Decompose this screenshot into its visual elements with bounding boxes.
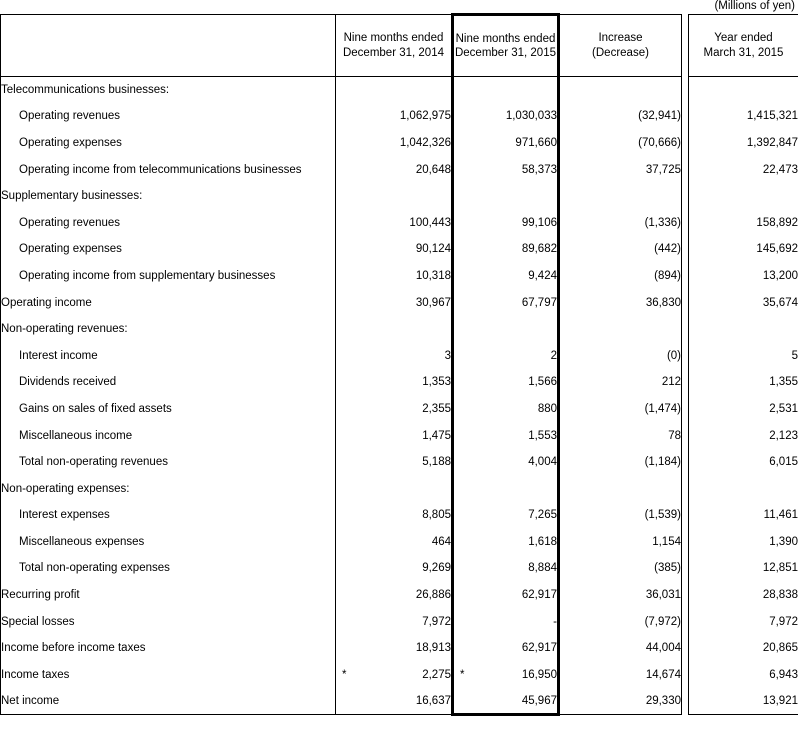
column-gap-spacer — [682, 582, 689, 609]
cell-nine-months-2014 — [336, 502, 453, 529]
table-row — [1, 582, 798, 609]
cell-value: 13,921 — [762, 695, 798, 708]
row-label — [1, 77, 336, 104]
cell-value: 2,355 — [422, 402, 451, 415]
cell-nine-months-2014 — [336, 635, 453, 662]
table-row — [1, 289, 798, 316]
column-gap-spacer — [682, 662, 689, 689]
cell-value: (70,666) — [638, 136, 681, 149]
column-gap-spacer — [682, 156, 689, 183]
cell-nine-months-2015 — [453, 422, 559, 449]
cell-year-ended-2015 — [689, 209, 798, 236]
row-label-text: Total non-operating revenues — [19, 456, 168, 469]
cell-value: 13,200 — [762, 269, 798, 282]
cell-value: (1,474) — [644, 402, 681, 415]
header-line1: Nine months ended — [343, 32, 444, 44]
cell-year-ended-2015 — [689, 475, 798, 502]
row-label-text: Non-operating expenses: — [1, 482, 130, 495]
header-line1: Increase — [598, 32, 643, 44]
table-row — [1, 529, 798, 556]
cell-value: 26,886 — [415, 589, 451, 602]
cell-increase-decrease — [559, 183, 682, 210]
row-label — [1, 369, 336, 396]
cell-year-ended-2015 — [689, 449, 798, 476]
table-row — [1, 183, 798, 210]
cell-nine-months-2014 — [336, 209, 453, 236]
cell-nine-months-2015 — [453, 475, 559, 502]
row-label — [1, 688, 336, 715]
header-cell-year-ended-2015 — [689, 15, 798, 77]
cell-nine-months-2015 — [453, 156, 559, 183]
cell-increase-decrease — [559, 555, 682, 582]
row-label — [1, 236, 336, 263]
cell-nine-months-2014 — [336, 263, 453, 290]
header-cell-nine-months-2014 — [336, 15, 453, 77]
row-label-text: Operating revenues — [19, 110, 121, 123]
column-gap-spacer — [682, 236, 689, 263]
cell-year-ended-2015 — [689, 502, 798, 529]
cell-value: 880 — [537, 402, 557, 415]
row-label-text: Operating income — [1, 296, 92, 309]
cell-value: 158,892 — [756, 216, 798, 229]
cell-value: (1,336) — [644, 216, 681, 229]
column-gap-spacer — [682, 688, 689, 715]
row-label-text: Gains on sales of fixed assets — [19, 402, 172, 415]
cell-value: (1,539) — [644, 509, 681, 522]
header-line2: (Decrease) — [592, 46, 649, 59]
column-gap-spacer — [682, 635, 689, 662]
cell-value: 10,318 — [415, 269, 451, 282]
row-label — [1, 608, 336, 635]
cell-nine-months-2015 — [453, 582, 559, 609]
row-label-text: Telecommunications businesses: — [1, 84, 170, 97]
table-row — [1, 475, 798, 502]
cell-value: 11,461 — [763, 509, 798, 522]
row-label — [1, 209, 336, 236]
cell-year-ended-2015 — [689, 396, 798, 423]
cell-value: 99,106 — [521, 216, 557, 229]
column-gap-spacer — [682, 263, 689, 290]
cell-nine-months-2014 — [336, 396, 453, 423]
cell-value: 2,123 — [769, 429, 798, 442]
row-label — [1, 183, 336, 210]
cell-nine-months-2014 — [336, 608, 453, 635]
cell-increase-decrease — [559, 289, 682, 316]
column-gap-spacer — [682, 289, 689, 316]
column-gap-spacer — [682, 369, 689, 396]
table-row — [1, 316, 798, 343]
header-line1: Year ended — [714, 32, 773, 44]
cell-nine-months-2015 — [453, 608, 559, 635]
column-gap-spacer — [682, 77, 689, 104]
table-row — [1, 688, 798, 715]
cell-increase-decrease — [559, 263, 682, 290]
table-row — [1, 156, 798, 183]
cell-nine-months-2014 — [336, 555, 453, 582]
cell-value: 12,851 — [762, 562, 798, 575]
cell-value: 44,004 — [645, 642, 681, 655]
table-row — [1, 263, 798, 290]
units-caption: (Millions of yen) — [714, 0, 795, 12]
header-line2: December 31, 2015 — [454, 47, 556, 59]
cell-nine-months-2014 — [336, 316, 453, 343]
column-gap-spacer — [682, 449, 689, 476]
row-label-text: Operating expenses — [19, 243, 122, 256]
cell-value: 1,390 — [769, 535, 798, 548]
table-row — [1, 103, 798, 130]
cell-value: 36,830 — [645, 296, 681, 309]
row-label-text: Miscellaneous expenses — [19, 535, 145, 548]
column-gap-spacer — [682, 475, 689, 502]
cell-nine-months-2015 — [453, 236, 559, 263]
cell-value: 20,865 — [762, 642, 798, 655]
cell-nine-months-2015 — [453, 77, 559, 104]
cell-value: 45,967 — [521, 694, 557, 707]
cell-year-ended-2015 — [689, 156, 798, 183]
cell-value: 28,838 — [762, 589, 798, 602]
cell-nine-months-2015 — [453, 130, 559, 157]
cell-year-ended-2015 — [689, 236, 798, 263]
row-label — [1, 316, 336, 343]
cell-nine-months-2015 — [453, 289, 559, 316]
header-cell-item — [1, 15, 336, 77]
row-label — [1, 130, 336, 157]
table-row — [1, 236, 798, 263]
row-label-text: Miscellaneous income — [19, 429, 133, 442]
column-gap-spacer — [682, 529, 689, 556]
cell-value: 1,154 — [652, 535, 681, 548]
cell-nine-months-2015 — [453, 688, 559, 715]
cell-increase-decrease — [559, 236, 682, 263]
cell-increase-decrease — [559, 77, 682, 104]
cell-nine-months-2014 — [336, 662, 453, 689]
row-label — [1, 396, 336, 423]
cell-value: 8,884 — [528, 562, 557, 575]
cell-nine-months-2014 — [336, 130, 453, 157]
cell-value: (7,972) — [644, 615, 681, 628]
cell-value: (0) — [666, 349, 681, 362]
cell-increase-decrease — [559, 475, 682, 502]
cell-value: 4,004 — [528, 456, 557, 469]
header-line2: March 31, 2015 — [703, 46, 784, 59]
row-label-text: Non-operating revenues: — [1, 323, 128, 336]
cell-value: 58,373 — [521, 163, 557, 176]
header-row — [1, 15, 798, 77]
cell-nine-months-2014 — [336, 449, 453, 476]
cell-value: (442) — [654, 243, 681, 256]
cell-increase-decrease — [559, 103, 682, 130]
cell-value: (1,184) — [644, 456, 681, 469]
cell-nine-months-2014 — [336, 582, 453, 609]
cell-nine-months-2014 — [336, 422, 453, 449]
cell-value: 1,475 — [422, 429, 451, 442]
cell-year-ended-2015 — [689, 422, 798, 449]
footnote-asterisk: * — [342, 668, 347, 681]
cell-nine-months-2014 — [336, 475, 453, 502]
row-label — [1, 103, 336, 130]
row-label-text: Recurring profit — [1, 589, 80, 602]
table-row — [1, 555, 798, 582]
cell-increase-decrease — [559, 130, 682, 157]
row-label — [1, 342, 336, 369]
cell-increase-decrease — [559, 502, 682, 529]
cell-value: 971,660 — [515, 136, 557, 149]
cell-value: 464 — [431, 535, 451, 548]
cell-value: 37,725 — [645, 163, 681, 176]
cell-year-ended-2015 — [689, 316, 798, 343]
cell-increase-decrease — [559, 529, 682, 556]
cell-year-ended-2015 — [689, 582, 798, 609]
row-label-text: Supplementary businesses: — [1, 190, 143, 203]
cell-nine-months-2014 — [336, 103, 453, 130]
row-label-text: Net income — [1, 695, 60, 708]
cell-value: 9,269 — [422, 562, 451, 575]
table-row — [1, 662, 798, 689]
cell-value: 18,913 — [415, 642, 451, 655]
cell-value: 2 — [550, 349, 557, 362]
cell-value: 1,355 — [769, 376, 798, 389]
row-label-text: Dividends received — [19, 376, 117, 389]
cell-nine-months-2015 — [453, 396, 559, 423]
cell-nine-months-2015 — [453, 342, 559, 369]
cell-value: 5,188 — [422, 456, 451, 469]
column-gap-spacer — [682, 15, 689, 77]
header-cell-nine-months-2015 — [453, 15, 559, 77]
cell-nine-months-2014 — [336, 77, 453, 104]
cell-increase-decrease — [559, 688, 682, 715]
column-gap-spacer — [682, 396, 689, 423]
column-gap-spacer — [682, 209, 689, 236]
cell-year-ended-2015 — [689, 103, 798, 130]
row-label — [1, 502, 336, 529]
row-label — [1, 156, 336, 183]
column-gap-spacer — [682, 502, 689, 529]
row-label — [1, 662, 336, 689]
cell-value: (32,941) — [638, 110, 681, 123]
cell-value: 100,443 — [409, 216, 451, 229]
cell-value: 2,275 — [422, 668, 451, 681]
cell-value: 145,692 — [756, 243, 798, 256]
cell-increase-decrease — [559, 342, 682, 369]
cell-nine-months-2015 — [453, 103, 559, 130]
cell-value: 1,392,847 — [746, 136, 798, 149]
cell-nine-months-2014 — [336, 289, 453, 316]
row-label-text: Operating income from supplementary businesses — [19, 269, 276, 282]
row-label — [1, 263, 336, 290]
cell-nine-months-2015 — [453, 555, 559, 582]
row-label-text: Income before income taxes — [1, 642, 146, 655]
table-row — [1, 502, 798, 529]
cell-nine-months-2015 — [453, 502, 559, 529]
table-row — [1, 449, 798, 476]
cell-year-ended-2015 — [689, 688, 798, 715]
cell-value: 1,042,326 — [399, 136, 451, 149]
cell-value: 7,972 — [769, 615, 798, 628]
cell-year-ended-2015 — [689, 555, 798, 582]
row-label-text: Special losses — [1, 615, 75, 628]
cell-nine-months-2014 — [336, 529, 453, 556]
cell-nine-months-2015 — [453, 316, 559, 343]
cell-value: 1,566 — [528, 376, 557, 389]
cell-value: 212 — [661, 376, 681, 389]
column-gap-spacer — [682, 183, 689, 210]
income-statement-table — [0, 13, 798, 716]
row-label-text: Operating revenues — [19, 216, 121, 229]
table-row — [1, 130, 798, 157]
row-label-text: Interest income — [19, 349, 98, 362]
row-label-text: Operating expenses — [19, 136, 122, 149]
cell-value: (385) — [654, 562, 681, 575]
cell-increase-decrease — [559, 449, 682, 476]
cell-value: 6,015 — [769, 456, 798, 469]
cell-increase-decrease — [559, 582, 682, 609]
table-row — [1, 209, 798, 236]
cell-value: (894) — [654, 269, 681, 282]
cell-value: 14,674 — [645, 668, 681, 681]
table-row — [1, 422, 798, 449]
cell-value: 1,062,975 — [399, 110, 451, 123]
column-gap-spacer — [682, 130, 689, 157]
cell-value: 7,265 — [528, 509, 557, 522]
row-label-text: Interest expenses — [19, 509, 110, 522]
column-gap-spacer — [682, 316, 689, 343]
cell-increase-decrease — [559, 316, 682, 343]
cell-increase-decrease — [559, 422, 682, 449]
cell-nine-months-2015 — [453, 662, 559, 689]
cell-value: 89,682 — [521, 243, 557, 256]
header-cell-increase-decrease — [559, 15, 682, 77]
column-gap-spacer — [682, 103, 689, 130]
column-gap-spacer — [682, 422, 689, 449]
cell-nine-months-2015 — [453, 529, 559, 556]
cell-year-ended-2015 — [689, 635, 798, 662]
cell-value: 1,353 — [422, 376, 451, 389]
table-row — [1, 77, 798, 104]
cell-nine-months-2014 — [336, 156, 453, 183]
row-label — [1, 529, 336, 556]
cell-year-ended-2015 — [689, 289, 798, 316]
cell-year-ended-2015 — [689, 342, 798, 369]
cell-nine-months-2014 — [336, 369, 453, 396]
table-header — [1, 15, 798, 77]
cell-nine-months-2015 — [453, 449, 559, 476]
cell-nine-months-2015 — [453, 263, 559, 290]
cell-value: 30,967 — [415, 296, 451, 309]
row-label — [1, 449, 336, 476]
cell-nine-months-2015 — [453, 369, 559, 396]
cell-value: 16,637 — [415, 695, 451, 708]
cell-value: 67,797 — [521, 296, 557, 309]
cell-value: 7,972 — [422, 615, 451, 628]
cell-nine-months-2014 — [336, 342, 453, 369]
row-label — [1, 422, 336, 449]
cell-increase-decrease — [559, 662, 682, 689]
column-gap-spacer — [682, 608, 689, 635]
table-row — [1, 608, 798, 635]
cell-value: 78 — [668, 429, 681, 442]
row-label — [1, 555, 336, 582]
cell-increase-decrease — [559, 369, 682, 396]
cell-year-ended-2015 — [689, 183, 798, 210]
cell-value: 1,618 — [528, 535, 557, 548]
row-label-text: Income taxes — [1, 668, 70, 681]
cell-value: 90,124 — [415, 243, 451, 256]
row-label — [1, 582, 336, 609]
cell-value: 1,415,321 — [746, 110, 798, 123]
cell-value: 2,531 — [769, 402, 798, 415]
cell-value: 62,917 — [521, 589, 557, 602]
cell-value: 3 — [444, 349, 451, 362]
cell-nine-months-2014 — [336, 183, 453, 210]
cell-value: 29,330 — [645, 695, 681, 708]
cell-year-ended-2015 — [689, 77, 798, 104]
cell-value: 22,473 — [762, 163, 798, 176]
cell-year-ended-2015 — [689, 130, 798, 157]
cell-year-ended-2015 — [689, 662, 798, 689]
row-label — [1, 475, 336, 502]
column-gap-spacer — [682, 342, 689, 369]
cell-year-ended-2015 — [689, 263, 798, 290]
table-row — [1, 369, 798, 396]
row-label-text: Operating income from telecommunications businesses — [19, 163, 302, 176]
cell-increase-decrease — [559, 396, 682, 423]
cell-nine-months-2014 — [336, 688, 453, 715]
cell-value: 6,943 — [769, 668, 798, 681]
cell-value: 1,030,033 — [505, 110, 557, 123]
cell-increase-decrease — [559, 209, 682, 236]
cell-value: 8,805 — [422, 509, 451, 522]
cell-value: 36,031 — [645, 589, 681, 602]
table-row — [1, 635, 798, 662]
cell-value: 9,424 — [528, 269, 557, 282]
cell-value: 1,553 — [528, 429, 557, 442]
row-label — [1, 289, 336, 316]
cell-nine-months-2015 — [453, 209, 559, 236]
table-row — [1, 396, 798, 423]
cell-value: 5 — [791, 349, 798, 362]
column-gap-spacer — [682, 555, 689, 582]
cell-year-ended-2015 — [689, 369, 798, 396]
cell-value: 16,950 — [521, 668, 557, 681]
header-line2: December 31, 2014 — [342, 46, 444, 59]
cell-value: - — [553, 615, 557, 628]
cell-value: 35,674 — [762, 296, 798, 309]
cell-increase-decrease — [559, 608, 682, 635]
footnote-asterisk: * — [460, 668, 465, 681]
header-line1: Nine months ended — [455, 32, 556, 45]
cell-nine-months-2014 — [336, 236, 453, 263]
cell-value: 20,648 — [415, 163, 451, 176]
cell-year-ended-2015 — [689, 529, 798, 556]
table-body — [1, 77, 798, 715]
cell-nine-months-2015 — [453, 183, 559, 210]
row-label — [1, 635, 336, 662]
cell-increase-decrease — [559, 156, 682, 183]
row-label-text: Total non-operating expenses — [19, 562, 170, 575]
cell-year-ended-2015 — [689, 608, 798, 635]
table-row — [1, 342, 798, 369]
cell-nine-months-2015 — [453, 635, 559, 662]
cell-value: 62,917 — [521, 642, 557, 655]
cell-increase-decrease — [559, 635, 682, 662]
